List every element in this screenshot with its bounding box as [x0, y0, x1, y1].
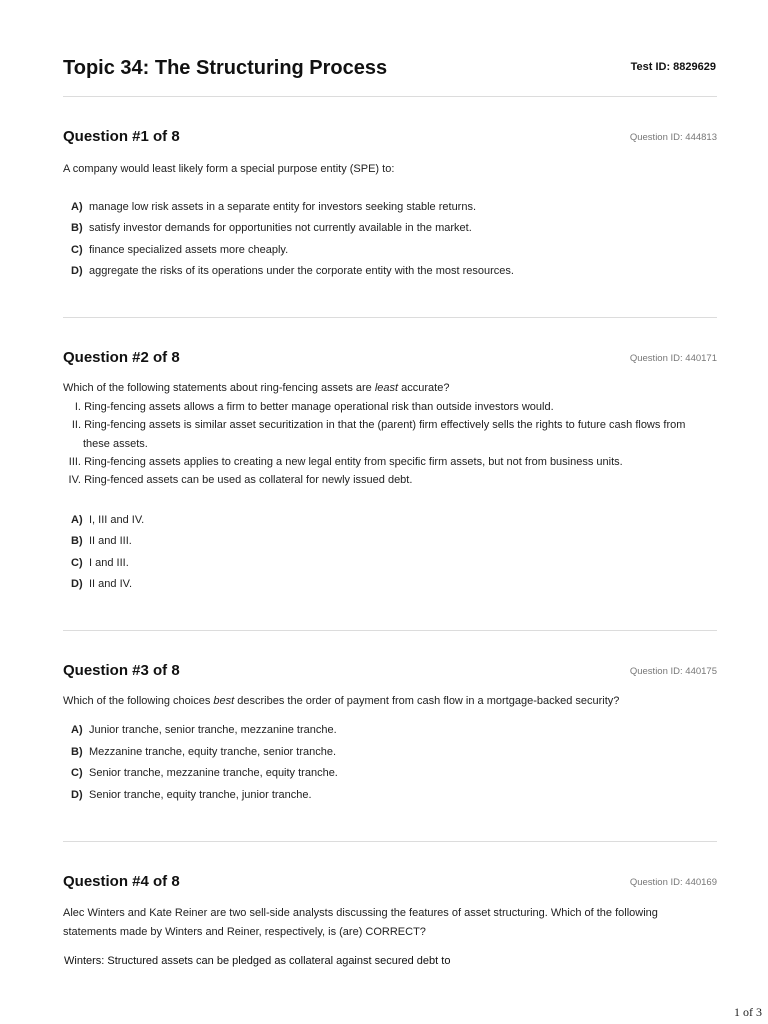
statement-4: IV. Ring-fenced assets can be used as collateral for newly issued debt. — [68, 474, 413, 486]
question-title: Question #2 of 8 — [63, 349, 180, 366]
question-4 — [63, 873, 717, 973]
question-id: Question ID: 440171 — [629, 353, 717, 364]
answer-option-a[interactable]: A) I, III and IV. — [71, 514, 145, 526]
question-title: Question #4 of 8 — [63, 873, 180, 890]
answer-option-c[interactable]: C) Senior tranche, mezzanine tranche, equity tranche. — [71, 767, 338, 779]
question-id: Question ID: 440175 — [629, 666, 717, 677]
divider — [63, 630, 717, 631]
divider — [63, 317, 717, 318]
page-number: 1 of 3 — [734, 1005, 762, 1019]
answer-option-d[interactable]: D) Senior tranche, equity tranche, junior tranche. — [71, 789, 312, 801]
question-1 — [63, 128, 717, 288]
answer-option-d[interactable]: D) aggregate the risks of its operations under the corporate entity with the most resources. — [71, 265, 514, 277]
answer-option-c[interactable]: C) I and III. — [71, 557, 129, 569]
question-id: Question ID: 440169 — [629, 877, 717, 888]
statement-2: II. Ring-fencing assets is similar asset securitization in that the (parent) firm effectively sells the rights to future cash flows from — [71, 419, 686, 431]
question-stem-line-2: statements made by Winters and Reiner, respectively, is (are) CORRECT? — [63, 926, 426, 938]
answer-option-a[interactable]: A) manage low risk assets in a separate entity for investors seeking stable returns. — [71, 201, 477, 213]
answer-option-c[interactable]: C) finance specialized assets more cheaply. — [71, 244, 289, 256]
winters-statement: Winters: Structured assets can be pledged as collateral against secured debt to — [64, 955, 451, 967]
test-id: Test ID: 8829629 — [630, 61, 716, 73]
answer-option-a[interactable]: A) Junior tranche, senior tranche, mezzanine tranche. — [71, 724, 337, 736]
divider — [63, 96, 717, 97]
question-stem: A company would least likely form a special purpose entity (SPE) to: — [63, 163, 395, 175]
page-title: Topic 34: The Structuring Process — [63, 57, 388, 79]
question-3 — [63, 662, 717, 812]
question-stem: Which of the following choices best describes the order of payment from cash flow in a mortgage-backed security? — [63, 695, 620, 707]
question-stem: Which of the following statements about ring-fencing assets are least accurate? — [63, 382, 450, 394]
question-title: Question #3 of 8 — [63, 662, 180, 679]
statement-1: I. Ring-fencing assets allows a firm to better manage operational risk than outside investors would. — [74, 401, 554, 413]
question-id: Question ID: 444813 — [629, 132, 717, 143]
answer-option-d[interactable]: D) II and IV. — [71, 578, 133, 590]
question-title: Question #1 of 8 — [63, 128, 180, 145]
question-2 — [63, 349, 717, 599]
answer-option-b[interactable]: B) Mezzanine tranche, equity tranche, senior tranche. — [71, 746, 337, 758]
answer-option-b[interactable]: B) II and III. — [71, 535, 132, 547]
statement-3: III. Ring-fencing assets applies to creating a new legal entity from specific firm assets, but not from business units. — [68, 456, 623, 468]
statement-2-continued: these assets. — [83, 438, 148, 450]
question-stem-line-1: Alec Winters and Kate Reiner are two sell-side analysts discussing the features of asset structuring. Which of the following — [63, 907, 658, 919]
divider — [63, 841, 717, 842]
answer-option-b[interactable]: B) satisfy investor demands for opportunities not currently available in the market. — [71, 222, 472, 234]
